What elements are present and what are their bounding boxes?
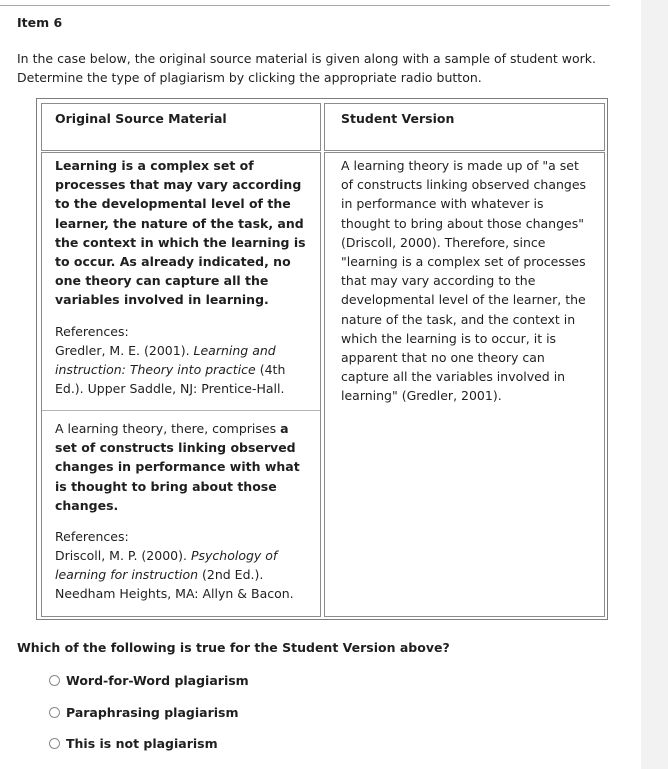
option-not-plagiarism-label[interactable]: This is not plagiarism [66,735,218,751]
source2-ref-rest: (2nd Ed.). Needham Heights, MA: Allyn & Bacon. [55,567,294,601]
source1-text: Learning is a complex set of processes that may vary according to the developmental level of the learner, the nature of the task, and the context in which the learning is to occur. As already indicated, no one theory can capture all the variables involved in learning. [55,158,306,308]
source2-ref-author: Driscoll, M. P. (2000). [55,548,191,563]
option-not-plagiarism[interactable] [49,734,218,752]
item-title: Item 6 [17,15,63,30]
question-text: Which of the following is true for the Student Version above? [17,640,450,655]
source1-ref-title: Learning and instruction: Theory into practice [55,343,276,377]
source2-text [55,419,310,515]
student-version-header: Student Version [341,111,455,126]
source1-ref-author: Gredler, M. E. (2001). [55,343,194,358]
option-paraphrasing[interactable] [49,703,238,721]
student-version-text: A learning theory is made up of "a set of constructs linking observed changes in performance with whatever is thought to bring about those changes" (Driscoll, 2000). Therefore, since "learning is a complex set of processes that may vary according to the developmental level of the learner, the nature of the task, and the context in which the learning is to occur, it is apparent that no one theory can capture all the variables involved in learning" (Gredler, 2001). [341,158,587,404]
source2-text-plain: A learning theory, there, comprises [55,421,281,436]
source1-ref-rest: (4th Ed.). Upper Saddle, NJ: Prentice-Hall. [55,362,286,396]
right-gutter [641,0,668,769]
source2-ref-title: Psychology of learning for instruction [55,548,278,582]
source2-text-bold: a set of constructs linking observed changes in performance with what is thought to bring about those changes. [55,421,300,513]
instructions-text: In the case below, the original source material is given along with a sample of student work. Determine the type of plagiarism by clicking the appropriate radio button. [17,51,597,85]
radio-not-plagiarism[interactable] [49,738,60,749]
source2-references-label: References: [55,529,129,544]
option-word-for-word-label[interactable]: Word-for-Word plagiarism [66,672,249,688]
source2-references [55,527,310,603]
option-word-for-word[interactable] [49,671,249,689]
original-source-header: Original Source Material [55,111,227,126]
radio-paraphrasing[interactable] [49,707,60,718]
student-version-cell [324,152,605,617]
source1-references-label: References: [55,324,129,339]
radio-word-for-word[interactable] [49,675,60,686]
original-source-cell [41,152,321,617]
student-version-header-cell [324,103,605,151]
original-source-header-cell [41,103,321,151]
comparison-table [36,98,608,620]
source1-references [55,322,310,398]
source-divider [42,410,320,411]
top-divider [0,5,610,6]
option-paraphrasing-label[interactable]: Paraphrasing plagiarism [66,704,239,720]
